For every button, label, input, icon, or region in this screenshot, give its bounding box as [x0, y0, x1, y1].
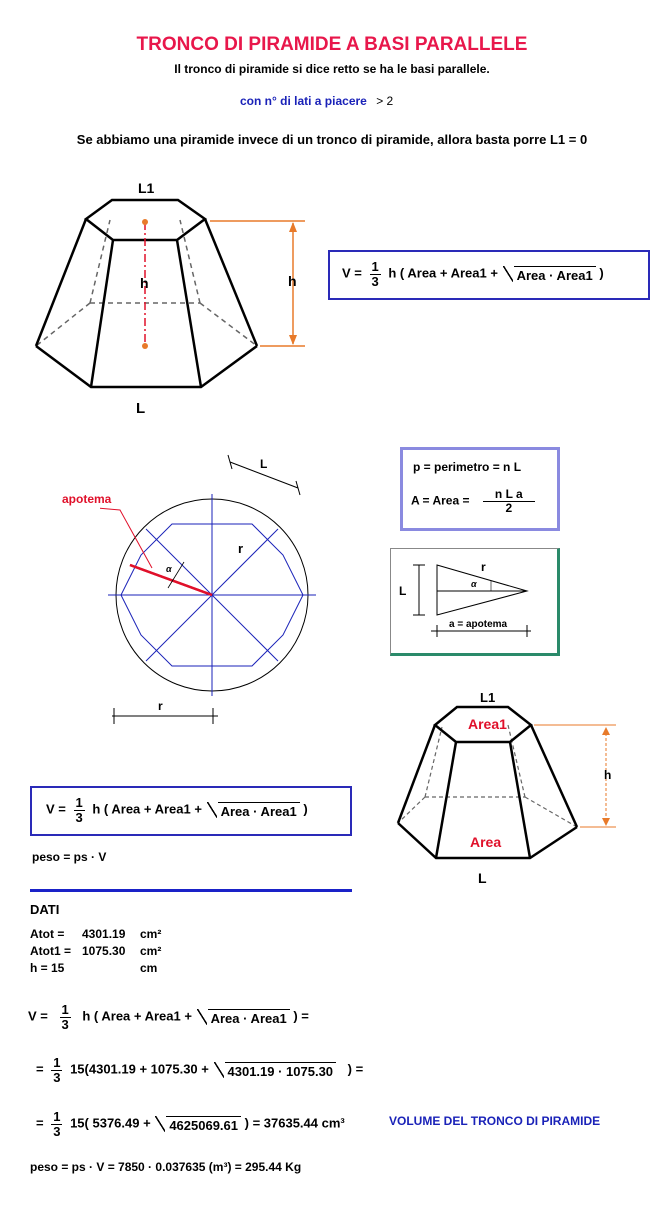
- fraction-numerator-2: 1: [75, 795, 83, 810]
- triangle-apotema-label: a = apotema: [449, 619, 508, 630]
- frustum-areas-figure: [380, 685, 660, 895]
- sqrt-term-2: Area · Area1: [218, 802, 300, 819]
- calc-line-3: = $\frac{1}{3}$ 15( 5376.49 + 4625069.61 ) = 37635.44 cm³: [36, 1109, 345, 1139]
- area1-label: Area1: [468, 716, 507, 732]
- triangle-r-label: r: [481, 560, 486, 574]
- data-row: Atot1 = 1075.30 cm²: [30, 944, 162, 958]
- top-side-label: L1: [138, 180, 155, 196]
- volume-formula-box-2: [30, 786, 352, 836]
- octagon-figure: [100, 450, 330, 730]
- data-table: [30, 926, 161, 977]
- page-title: TRONCO DI PIRAMIDE A BASI PARALLELE: [136, 34, 528, 55]
- perimeter-area-box: [400, 447, 560, 531]
- triangle-alpha-label: α: [471, 579, 477, 589]
- area-lhs: A = Area =: [411, 493, 470, 508]
- volume-lhs: V =: [342, 265, 362, 281]
- volume-close-2: ): [303, 801, 308, 817]
- sides-value: > 2: [376, 94, 394, 108]
- weight-result: peso = ps · V = 7850 · 0.037635 (m³) = 295.44 Kg: [30, 1160, 302, 1174]
- sides-condition: [240, 94, 393, 108]
- calc-line-1: V = $\frac{1}{3}$ h ( Area + Area1 + Area · Area1 ) =: [28, 1002, 309, 1032]
- area-denominator: 2: [505, 500, 513, 515]
- volume-close: ): [599, 265, 604, 281]
- data-row: Atot = 4301.19 cm²: [30, 927, 162, 941]
- volume-expression-2: h ( Area + Area1 +: [92, 801, 202, 817]
- page-subtitle: Il tronco di piramide si dice retto se ha le basi parallele.: [174, 62, 490, 76]
- apotema-label: apotema: [62, 492, 112, 506]
- triangle-L-label: L: [399, 584, 407, 598]
- frustum-figure: [0, 170, 320, 420]
- triangle-box: [390, 548, 560, 656]
- fig2-top-label: L1: [480, 690, 496, 705]
- radius-label: r: [238, 541, 244, 556]
- side-length-label: L: [260, 457, 268, 471]
- fig2-bottom-label: L: [478, 870, 487, 886]
- sqrt-term: Area · Area1: [514, 266, 596, 283]
- fig2-height-label: h: [604, 768, 612, 782]
- fraction-denominator: 3: [371, 273, 379, 289]
- alpha-label: α: [166, 564, 172, 574]
- volume-expression: h ( Area + Area1 +: [388, 265, 498, 281]
- data-heading: DATI: [30, 902, 60, 917]
- volume-lhs-2: V =: [46, 801, 66, 817]
- bottom-side-label: L: [136, 400, 146, 417]
- divider: [30, 889, 352, 892]
- result-label: VOLUME DEL TRONCO DI PIRAMIDE: [389, 1114, 601, 1128]
- volume-formula-box: [328, 250, 650, 300]
- weight-formula: peso = ps · V: [32, 850, 107, 864]
- area-label: Area: [470, 834, 502, 850]
- fraction-numerator: 1: [371, 259, 379, 274]
- area-numerator: n L a: [483, 488, 535, 502]
- pyramid-note: Se abbiamo una piramide invece di un tronco di piramide, allora basta porre L1 = 0: [76, 132, 588, 147]
- outer-height-label: h: [288, 273, 297, 289]
- perimeter-formula: p = perimetro = n L: [413, 460, 522, 474]
- data-row: h = 15 cm: [30, 961, 158, 975]
- inner-height-label: h: [140, 275, 149, 291]
- sides-label: con n° di lati a piacere: [240, 94, 367, 108]
- bottom-radius-label: r: [158, 699, 163, 713]
- fraction-denominator-2: 3: [75, 809, 83, 825]
- calc-line-2: = $\frac{1}{3}$ 15(4301.19 + 1075.30 + 4301.19 · 1075.30 ) =: [36, 1055, 364, 1085]
